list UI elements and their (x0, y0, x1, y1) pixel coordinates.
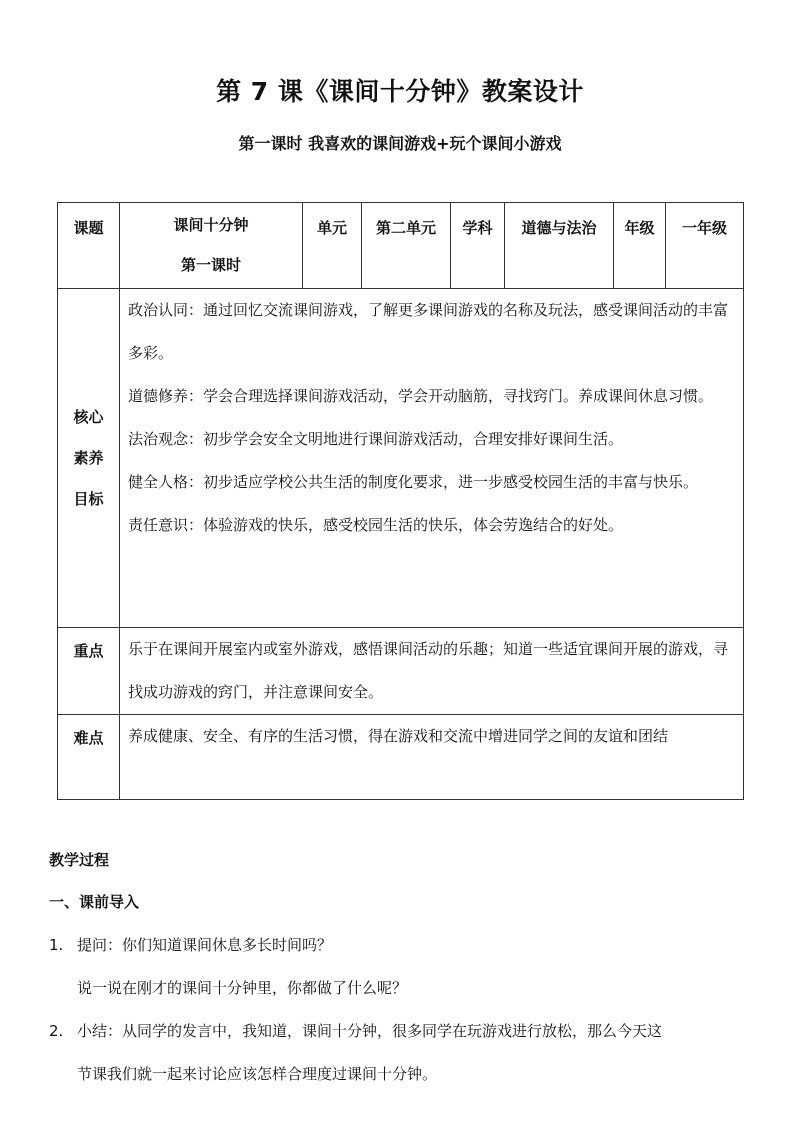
key-points-text: 乐于在课间开展室内或室外游戏，感悟课间活动的乐趣；知道一些适宜课间开展的游戏，寻找成功游戏的窍门，并注意课间安全。 (120, 628, 744, 715)
process-heading: 教学过程 (49, 851, 110, 869)
table-row (58, 289, 744, 628)
topic-label: 课题 (58, 203, 120, 289)
core-goals-content (120, 289, 744, 628)
core-goal-item: 责任意识：体验游戏的快乐，感受校园生活的快乐，体会劳逸结合的好处。 (128, 516, 624, 534)
subject-label: 学科 (451, 203, 505, 289)
unit-value: 第二单元 (362, 203, 451, 289)
page-title: 第 7 课《课间十分钟》教案设计 (216, 77, 584, 106)
item-1-line-2: 说一说在刚才的课间十分钟里，你都做了什么呢？ (77, 979, 408, 997)
core-goal-item: 法治观念：初步学会安全文明地进行课间游戏活动，合理安排好课间生活。 (128, 430, 624, 448)
difficulty-text: 养成健康、安全、有序的生活习惯，得在游戏和交流中增进同学之间的友谊和团结 (120, 715, 744, 800)
core-label-line-1: 核心 (73, 407, 104, 426)
core-goals-label (58, 289, 120, 628)
page-subtitle: 第一课时 我喜欢的课间游戏+玩个课间小游戏 (238, 134, 562, 153)
topic-line-2: 第一课时 (180, 256, 241, 274)
table-row (58, 628, 744, 715)
table-row (58, 715, 744, 800)
core-goal-item: 健全人格：初步适应学校公共生活的制度化要求，进一步感受校园生活的丰富与快乐。 (128, 473, 699, 491)
core-label-line-3: 目标 (73, 489, 104, 508)
core-goal-item: 道德修养：学会合理选择课间游戏活动，学会开动脑筋，寻找窍门。养成课间休息习惯。 (128, 387, 714, 405)
table-row (58, 203, 744, 289)
grade-label: 年级 (614, 203, 666, 289)
item-2-line-2: 节课我们就一起来讨论应该怎样合理度过课间十分钟。 (77, 1065, 438, 1083)
item-1-line-1: 提问：你们知道课间休息多长时间吗？ (77, 936, 333, 954)
section-heading-intro: 一、课前导入 (49, 893, 140, 911)
difficulty-label: 难点 (58, 715, 120, 800)
item-2-line-1: 小结：从同学的发言中，我知道，课间十分钟，很多同学在玩游戏进行放松，那么今天这 (77, 1022, 663, 1040)
topic-line-1: 课间十分钟 (173, 216, 249, 234)
item-1-number: 1. (49, 936, 64, 954)
core-goal-item: 政治认同：通过回忆交流课间游戏，了解更多课间游戏的名称及玩法，感受课间活动的丰富多彩。 (128, 301, 729, 362)
topic-value (120, 203, 303, 289)
grade-value: 一年级 (666, 203, 744, 289)
unit-label: 单元 (303, 203, 362, 289)
lesson-info-table (57, 202, 744, 800)
subject-value: 道德与法治 (505, 203, 614, 289)
core-label-line-2: 素养 (73, 448, 104, 467)
key-points-label: 重点 (58, 628, 120, 715)
item-2-number: 2. (49, 1022, 64, 1040)
